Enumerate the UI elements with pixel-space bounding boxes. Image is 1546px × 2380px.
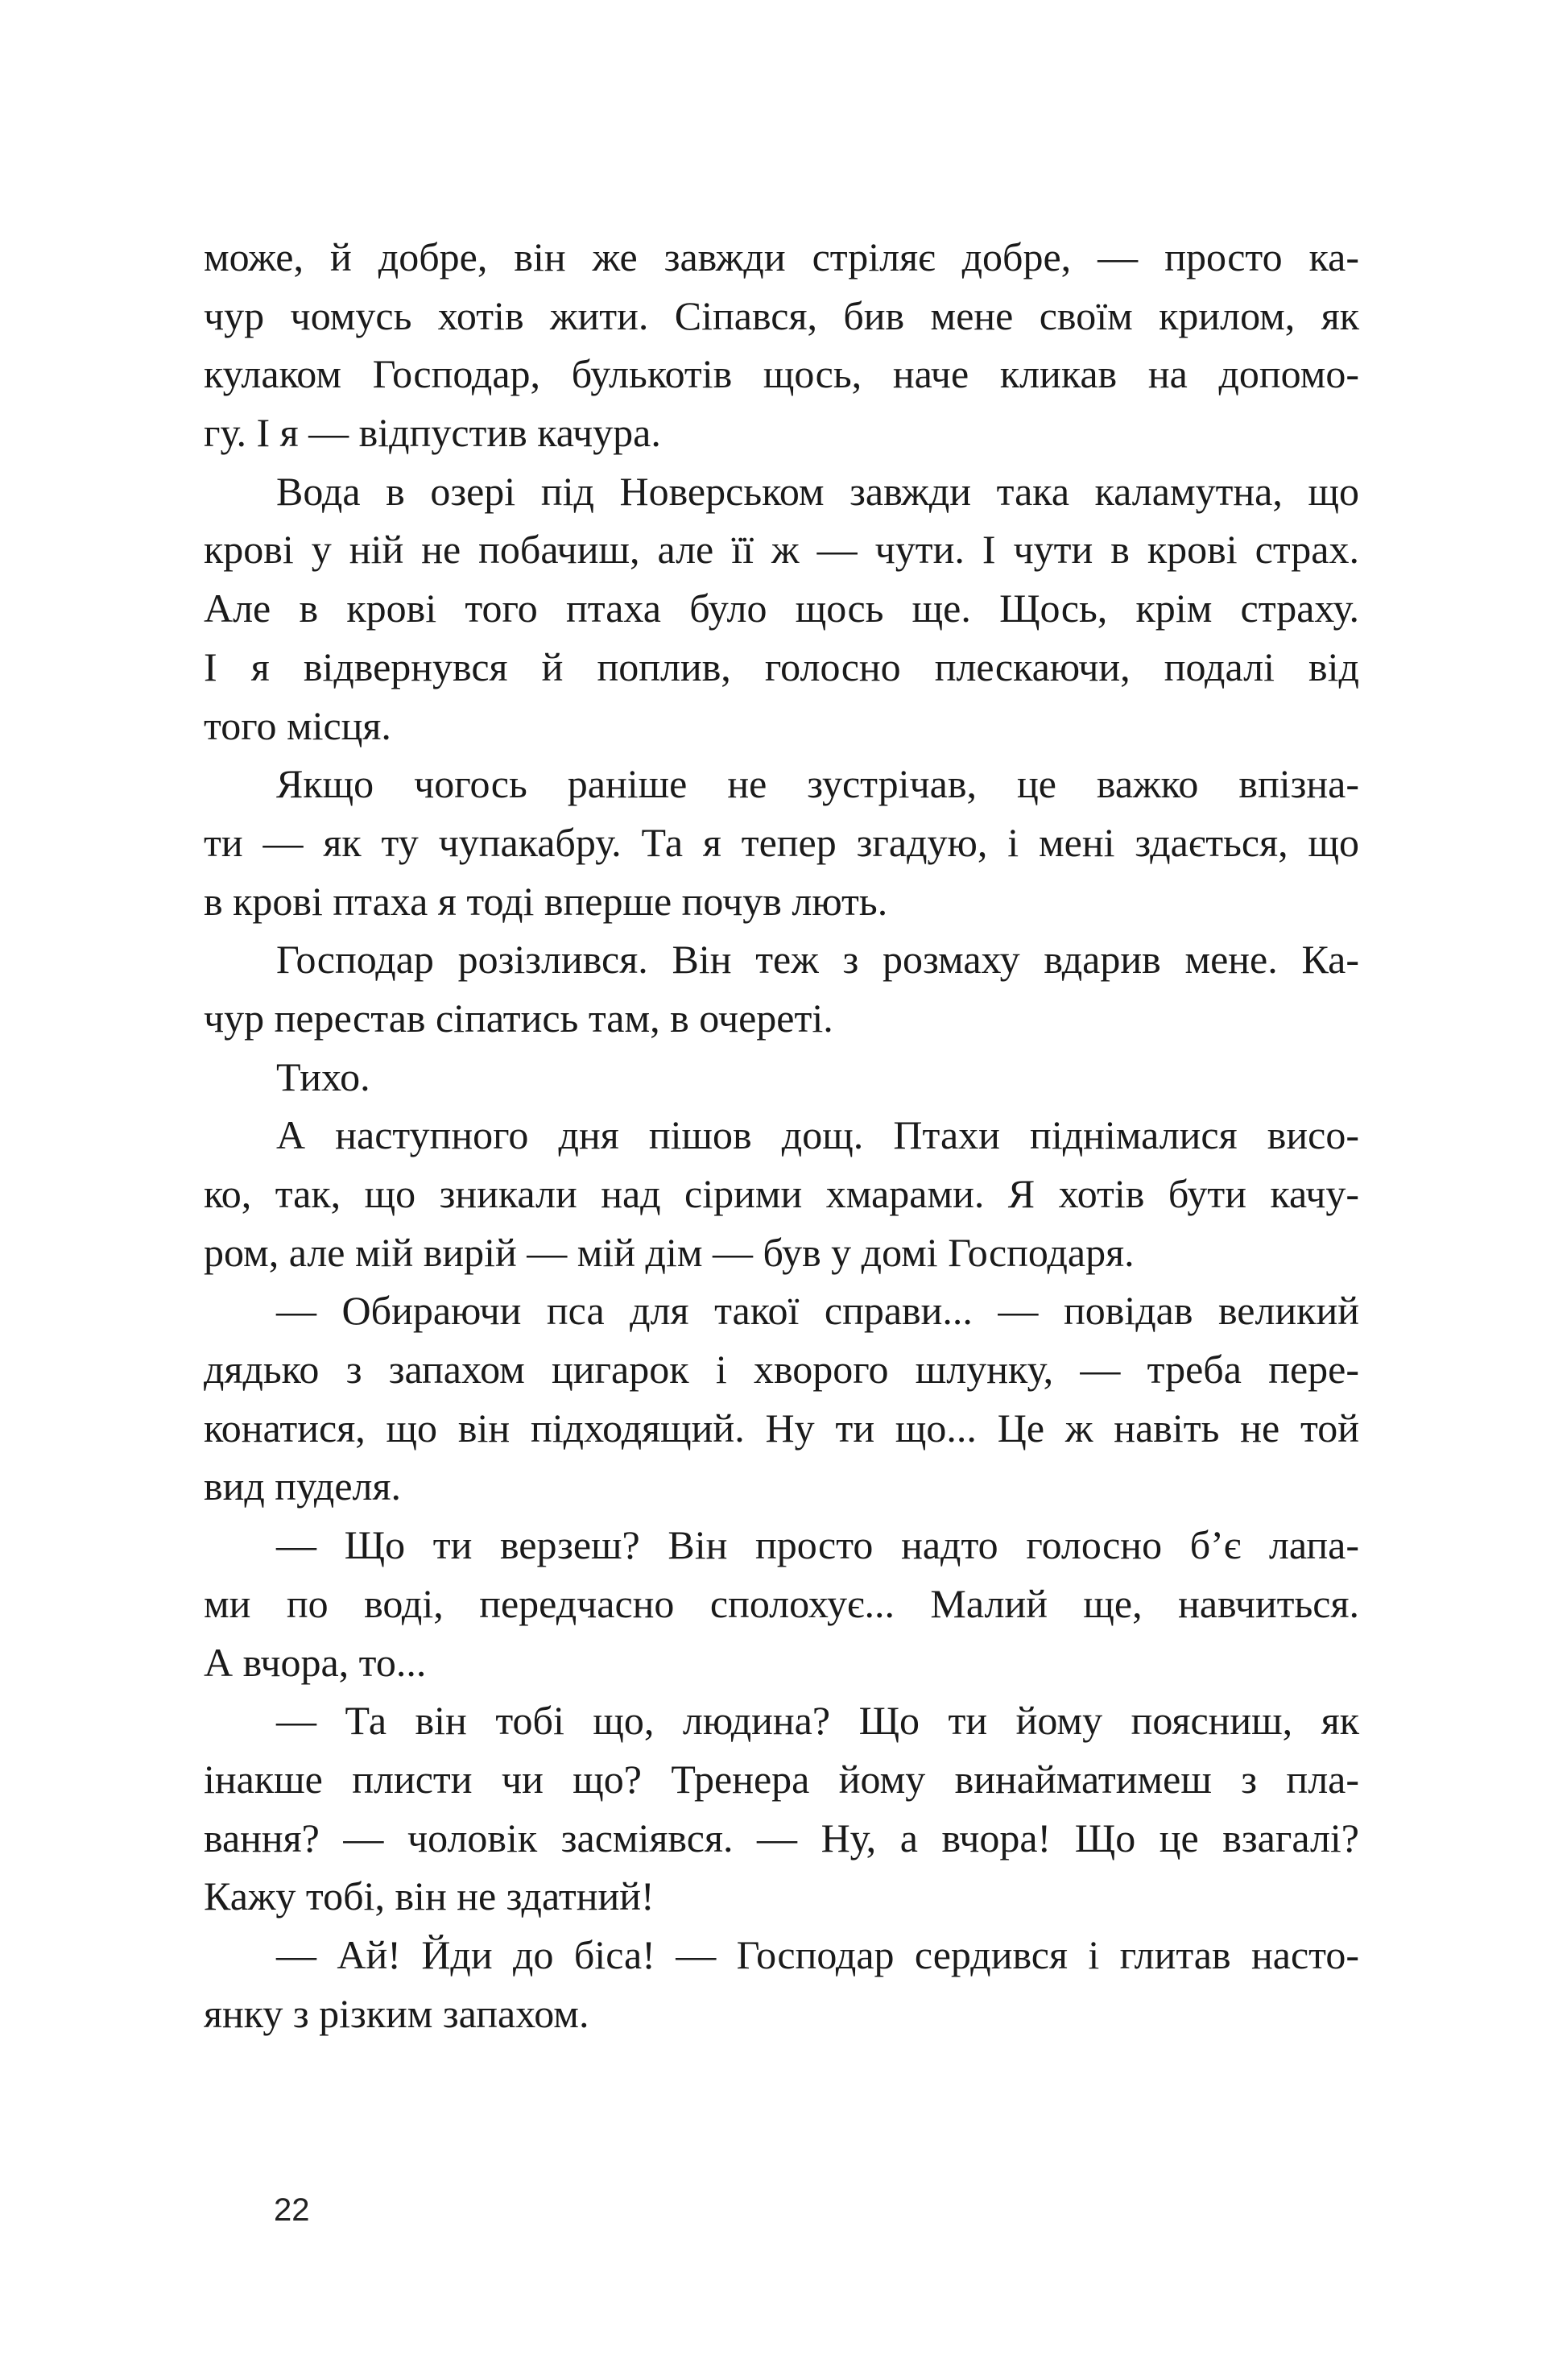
text-line: в крові птаха я тоді вперше почув лють.	[204, 878, 888, 924]
text-line: дядько з запахом цигарок і хворого шлунку, — треба пере-	[204, 1347, 1359, 1393]
body-text	[204, 228, 1359, 2043]
text-line: крові у ній не побачиш, але її ж — чути. І чути в крові страх.	[204, 527, 1359, 573]
text-line: конатися, що він підходящий. Ну ти що... Це ж навіть не той	[204, 1405, 1359, 1451]
text-line: Вода в озері під Новерськом завжди така каламутна, що	[276, 468, 1359, 514]
paragraph	[204, 1691, 1359, 1926]
text-line: І я відвернувся й поплив, голосно плескаючи, подалі від	[204, 644, 1359, 689]
text-line: — Та він тобі що, людина? Що ти йому поясниш, як	[276, 1698, 1359, 1744]
paragraph	[204, 1106, 1359, 1281]
text-line: гу. І я — відпустив качура.	[204, 410, 661, 456]
text-line: Тихо.	[276, 1053, 370, 1099]
paragraph	[204, 930, 1359, 1047]
text-line: А наступного дня пішов дощ. Птахи піднімалися висо-	[276, 1112, 1359, 1158]
paragraph	[204, 462, 1359, 755]
text-line: вид пуделя.	[204, 1463, 401, 1509]
text-line: Господар розізлився. Він теж з розмаху вдарив мене. Ка-	[276, 937, 1359, 983]
paragraph	[204, 1926, 1359, 2043]
paragraph	[204, 755, 1359, 930]
text-line: Якщо чогось раніше не зустрічав, це важко впізна-	[276, 761, 1359, 807]
text-line: янку з різким запахом.	[204, 1990, 589, 2036]
paragraph	[204, 228, 1359, 462]
text-line: Кажу тобі, він не здатний!	[204, 1873, 655, 1919]
text-line: кулаком Господар, булькотів щось, наче кликав на допомо-	[204, 351, 1359, 397]
text-line: ко, так, що зникали над сірими хмарами. Я хотів бути качу-	[204, 1171, 1359, 1216]
text-line: — Що ти верзеш? Він просто надто голосно б’є лапа-	[276, 1522, 1359, 1568]
text-line: Але в крові того птаха було щось ще. Щось, крім страху.	[204, 586, 1359, 631]
page-number: 22	[274, 2192, 310, 2228]
text-line: того місця.	[204, 702, 391, 748]
text-line: — Ай! Йди до біса! — Господар сердився і глитав насто-	[276, 1931, 1359, 1977]
paragraph	[204, 1281, 1359, 1516]
text-line: може, й добре, він же завжди стріляє добре, — просто ка-	[204, 234, 1359, 279]
text-line: — Обираючи пса для такої справи... — повідав великий	[276, 1288, 1359, 1334]
text-line: А вчора, то...	[204, 1639, 427, 1685]
text-line: ти — як ту чупакабру. Та я тепер згадую, і мені здається, що	[204, 819, 1359, 865]
paragraph	[204, 1516, 1359, 1691]
text-line: вання? — чоловік засміявся. — Ну, а вчора! Що це взагалі?	[204, 1815, 1359, 1861]
text-line: ром, але мій вирій — мій дім — був у домі Господаря.	[204, 1229, 1135, 1275]
text-line: інакше плисти чи що? Тренера йому винайматимеш з пла-	[204, 1756, 1359, 1802]
paragraph	[204, 1048, 1359, 1107]
text-line: чур перестав сіпатись там, в очереті.	[204, 995, 833, 1041]
text-line: ми по воді, передчасно сполохує... Малий ще, навчиться.	[204, 1580, 1359, 1626]
text-line: чур чомусь хотів жити. Сіпався, бив мене своїм крилом, як	[204, 292, 1359, 338]
